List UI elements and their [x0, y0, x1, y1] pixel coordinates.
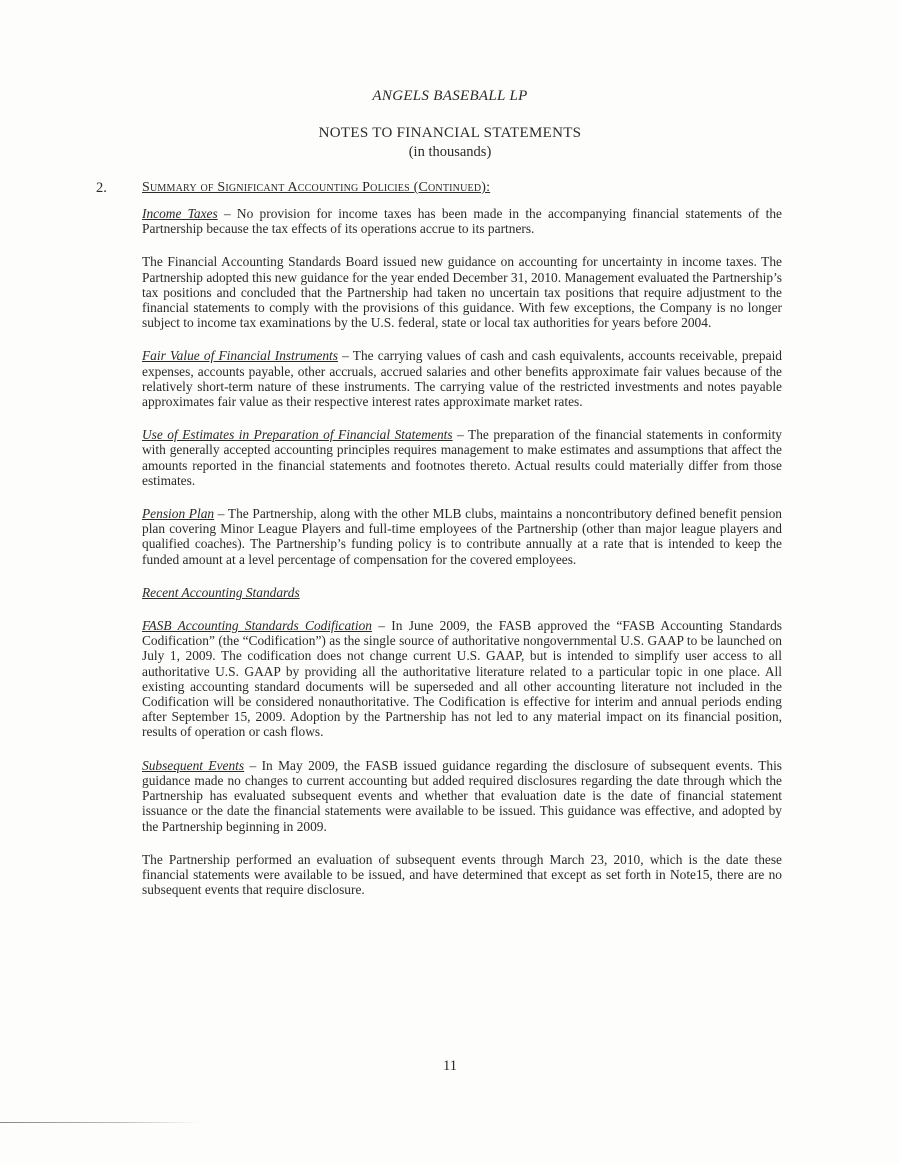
pension-paragraph	[142, 506, 782, 567]
subsequent-events-heading: Subsequent Events	[142, 757, 245, 773]
uncertainty-paragraph	[142, 254, 782, 330]
codification-paragraph	[142, 618, 782, 740]
fair-value-heading: Fair Value of Financial Instruments	[142, 348, 338, 364]
pension-text: – The Partnership, along with the other MLB clubs, maintains a noncontributory defined benefit pension plan covering Minor League Players and full-time employees of the Partnership (other than major league players and qualified coaches). The Partnership’s funding policy is to contribute annually at a rate that is intended to keep the funded amount at a level percentage of compensation for the covered employees.	[142, 506, 782, 567]
fair-value-paragraph	[142, 348, 782, 409]
evaluation-text: The Partnership performed an evaluation of subsequent events through March 23, 2010, which is the date these financial statements were available to be issued, and have determined that except as set forth in Note15, there are no subsequent events that require disclosure.	[142, 851, 782, 898]
notes-body	[142, 206, 782, 915]
estimates-text: – The preparation of the financial statements in conformity with generally accepted accounting principles requires management to make estimates and assumptions that affect the amounts reported in the financial statements and footnotes thereto. Actual results could materially differ from those estimates.	[142, 427, 782, 488]
subsequent-events-paragraph	[142, 758, 782, 834]
section-number: 2.	[96, 180, 107, 196]
scan-artifact-line	[0, 1122, 200, 1123]
section-heading: Summary of Significant Accounting Policies (Continued):	[142, 180, 491, 195]
income-taxes-text: – No provision for income taxes has been made in the accompanying financial statements of the Partnership because the tax effects of its operations accrue to its partners.	[142, 206, 782, 237]
income-taxes-paragraph	[142, 206, 782, 236]
codification-text: – In June 2009, the FASB approved the “FASB Accounting Standards Codification” (the “Codification”) as the single source of authoritative nongovernmental U.S. GAAP to be launched on July 1, 2009. The codification does not change current U.S. GAAP, but is intended to simplify user access to all authoritative U.S. GAAP by providing all the authoritative literature related to a particular topic in one place. All existing accounting standard documents will be superseded and all other accounting literature not included in the Codification will be considered nonauthoritative. The Codification is effective for interim and annual periods ending after September 15, 2009. Adoption by the Partnership has not led to any material impact on its financial position, results of operation or cash flows.	[142, 618, 782, 740]
subsequent-events-text: – In May 2009, the FASB issued guidance regarding the disclosure of subsequent events. This guidance made no changes to current accounting but added required disclosures regarding the date through which the Partnership has evaluated subsequent events and whether that evaluation date is the date of financial statement issuance or the date the financial statements were available to be issued. This guidance was effective, and adopted by the Partnership beginning in 2009.	[142, 757, 783, 834]
company-name: ANGELS BASEBALL LP	[372, 88, 528, 104]
uncertainty-text: The Financial Accounting Standards Board issued new guidance on accounting for uncertainty in income taxes. The Partnership adopted this new guidance for the year ended December 31, 2010. Management evaluated the Partnership’s tax positions and concluded that the Partnership had taken no uncertain tax positions that require adjustment to the financial statements to comply with the provisions of this guidance. With few exceptions, the Company is no longer subject to income tax examinations by the U.S. federal, state or local tax authorities for years before 2004.	[142, 254, 782, 331]
income-taxes-heading: Income Taxes	[142, 206, 218, 221]
estimates-paragraph	[142, 427, 782, 488]
recent-standards-heading: Recent Accounting Standards	[142, 584, 300, 600]
fair-value-text: – The carrying values of cash and cash equivalents, accounts receivable, prepaid expenses, accounts payable, other accruals, accrued salaries and other benefits approximate fair values because of the relatively short-term nature of these instruments. The carrying value of the restricted investments and notes payable approximates fair value as their respective interest rates approximate market rates.	[142, 348, 782, 410]
estimates-heading: Use of Estimates in Preparation of Financial Statements	[142, 427, 453, 443]
codification-heading: FASB Accounting Standards Codification	[142, 618, 372, 634]
units-note: (in thousands)	[408, 144, 492, 160]
evaluation-paragraph	[142, 852, 782, 898]
document-title: NOTES TO FINANCIAL STATEMENTS	[318, 125, 582, 141]
pension-heading: Pension Plan	[142, 506, 215, 522]
page-number: 11	[443, 1058, 457, 1074]
